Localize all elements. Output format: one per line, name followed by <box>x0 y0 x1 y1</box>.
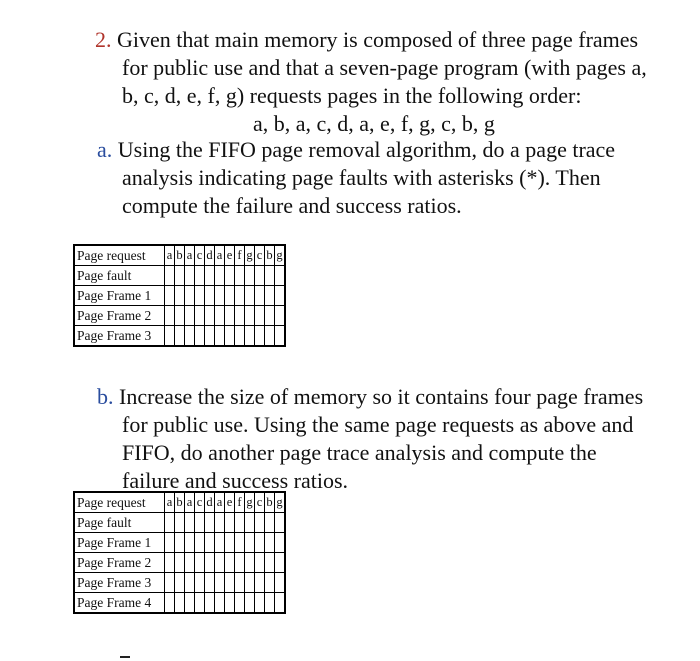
empty-cell <box>215 553 225 573</box>
question-2-line-1 <box>95 26 647 54</box>
part-a-text-1: Using the FIFO page removal algorithm, do a page trace <box>117 137 616 162</box>
question-2-line-2: for public use and that a seven-page program (with pages a, <box>122 55 647 80</box>
empty-cell <box>255 286 265 306</box>
empty-cell <box>185 553 195 573</box>
empty-cell <box>175 573 185 593</box>
empty-cell <box>195 266 205 286</box>
empty-cell <box>185 306 195 326</box>
empty-cell <box>225 286 235 306</box>
empty-cell <box>195 286 205 306</box>
page-request-cell: g <box>245 493 255 513</box>
row-label: Page Frame 1 <box>75 533 165 553</box>
empty-cell <box>255 593 265 613</box>
part-b-line-3: FIFO, do another page trace analysis and compute the <box>122 440 597 465</box>
row-label: Page fault <box>75 266 165 286</box>
empty-cell <box>185 286 195 306</box>
row-label: Page Frame 1 <box>75 286 165 306</box>
question-2 <box>95 26 647 138</box>
page-request-cell: e <box>225 246 235 266</box>
empty-cell <box>165 326 175 346</box>
page-request-sequence: a, b, a, c, d, a, e, f, g, c, b, g <box>253 111 495 136</box>
page-request-cell: c <box>195 246 205 266</box>
page-trace-table-b <box>74 492 285 613</box>
empty-cell <box>205 593 215 613</box>
empty-cell <box>195 513 205 533</box>
empty-cell <box>235 533 245 553</box>
page-request-cell: a <box>215 246 225 266</box>
empty-cell <box>175 533 185 553</box>
page-request-cell: g <box>275 246 285 266</box>
empty-cell <box>255 306 265 326</box>
empty-cell <box>245 553 255 573</box>
empty-cell <box>165 513 175 533</box>
table-row <box>75 573 285 593</box>
cut-off-mark <box>120 656 130 658</box>
empty-cell <box>275 533 285 553</box>
empty-cell <box>275 286 285 306</box>
empty-cell <box>215 286 225 306</box>
empty-cell <box>225 326 235 346</box>
empty-cell <box>265 306 275 326</box>
question-number: 2. <box>95 27 112 52</box>
page-request-cell: f <box>235 493 245 513</box>
part-a-line-2: analysis indicating page faults with asterisks (*). Then <box>122 165 601 190</box>
empty-cell <box>195 593 205 613</box>
empty-cell <box>215 533 225 553</box>
row-label: Page Frame 4 <box>75 593 165 613</box>
empty-cell <box>205 326 215 346</box>
empty-cell <box>275 553 285 573</box>
empty-cell <box>265 513 275 533</box>
empty-cell <box>245 306 255 326</box>
empty-cell <box>215 573 225 593</box>
empty-cell <box>265 533 275 553</box>
table-header-row <box>75 246 285 266</box>
empty-cell <box>165 533 175 553</box>
empty-cell <box>265 553 275 573</box>
empty-cell <box>235 593 245 613</box>
table-row <box>75 326 285 346</box>
page-request-cell: c <box>195 493 205 513</box>
empty-cell <box>205 553 215 573</box>
empty-cell <box>205 533 215 553</box>
table-row <box>75 513 285 533</box>
empty-cell <box>165 553 175 573</box>
row-label: Page Frame 3 <box>75 573 165 593</box>
empty-cell <box>275 593 285 613</box>
row-label: Page Frame 3 <box>75 326 165 346</box>
empty-cell <box>205 266 215 286</box>
empty-cell <box>175 326 185 346</box>
empty-cell <box>275 513 285 533</box>
question-2-text-1: Given that main memory is composed of three page frames <box>117 27 639 52</box>
empty-cell <box>235 573 245 593</box>
page-request-cell: g <box>275 493 285 513</box>
empty-cell <box>265 286 275 306</box>
empty-cell <box>195 326 205 346</box>
part-a <box>97 136 615 220</box>
row-label: Page fault <box>75 513 165 533</box>
row-label: Page Frame 2 <box>75 553 165 573</box>
table-row <box>75 593 285 613</box>
row-label: Page Frame 2 <box>75 306 165 326</box>
empty-cell <box>185 326 195 346</box>
page-request-cell: d <box>205 493 215 513</box>
page-trace-table-a <box>74 245 285 346</box>
page-request-cell: a <box>185 246 195 266</box>
page-request-cell: g <box>245 246 255 266</box>
empty-cell <box>225 553 235 573</box>
table-row <box>75 266 285 286</box>
empty-cell <box>255 326 265 346</box>
empty-cell <box>195 306 205 326</box>
empty-cell <box>175 306 185 326</box>
empty-cell <box>245 326 255 346</box>
page-request-cell: a <box>165 246 175 266</box>
empty-cell <box>175 513 185 533</box>
part-a-letter: a. <box>97 137 113 162</box>
empty-cell <box>265 573 275 593</box>
empty-cell <box>175 553 185 573</box>
empty-cell <box>185 573 195 593</box>
empty-cell <box>235 553 245 573</box>
empty-cell <box>275 266 285 286</box>
empty-cell <box>175 286 185 306</box>
empty-cell <box>245 533 255 553</box>
table-row <box>75 306 285 326</box>
part-b-line-2: for public use. Using the same page requests as above and <box>122 412 634 437</box>
empty-cell <box>235 513 245 533</box>
empty-cell <box>185 593 195 613</box>
part-b <box>97 383 643 495</box>
empty-cell <box>195 553 205 573</box>
empty-cell <box>165 306 175 326</box>
empty-cell <box>225 593 235 613</box>
empty-cell <box>205 513 215 533</box>
empty-cell <box>205 573 215 593</box>
empty-cell <box>225 573 235 593</box>
empty-cell <box>215 266 225 286</box>
empty-cell <box>255 513 265 533</box>
part-b-line-4: failure and success ratios. <box>122 468 349 493</box>
empty-cell <box>185 533 195 553</box>
empty-cell <box>275 306 285 326</box>
empty-cell <box>235 266 245 286</box>
table-header-row <box>75 493 285 513</box>
empty-cell <box>245 513 255 533</box>
page-request-cell: b <box>175 493 185 513</box>
empty-cell <box>185 266 195 286</box>
empty-cell <box>175 266 185 286</box>
empty-cell <box>205 286 215 306</box>
empty-cell <box>275 573 285 593</box>
page-request-cell: c <box>255 246 265 266</box>
part-b-letter: b. <box>97 384 114 409</box>
empty-cell <box>245 573 255 593</box>
table-row <box>75 553 285 573</box>
part-b-line-1 <box>97 383 643 411</box>
empty-cell <box>265 593 275 613</box>
empty-cell <box>215 593 225 613</box>
page-request-cell: b <box>265 493 275 513</box>
question-2-line-3: b, c, d, e, f, g) requests pages in the following order: <box>122 83 582 108</box>
table-row <box>75 286 285 306</box>
empty-cell <box>255 573 265 593</box>
empty-cell <box>235 306 245 326</box>
empty-cell <box>225 513 235 533</box>
page-request-cell: e <box>225 493 235 513</box>
empty-cell <box>225 306 235 326</box>
empty-cell <box>165 286 175 306</box>
empty-cell <box>165 266 175 286</box>
page-request-cell: b <box>175 246 185 266</box>
empty-cell <box>245 286 255 306</box>
empty-cell <box>195 573 205 593</box>
empty-cell <box>245 593 255 613</box>
row-label: Page request <box>75 493 165 513</box>
empty-cell <box>265 326 275 346</box>
table-row <box>75 533 285 553</box>
empty-cell <box>195 533 205 553</box>
empty-cell <box>255 553 265 573</box>
empty-cell <box>165 593 175 613</box>
empty-cell <box>215 326 225 346</box>
empty-cell <box>275 326 285 346</box>
empty-cell <box>175 593 185 613</box>
empty-cell <box>185 513 195 533</box>
empty-cell <box>215 306 225 326</box>
part-a-line-3: compute the failure and success ratios. <box>122 193 462 218</box>
empty-cell <box>225 533 235 553</box>
page-request-cell: d <box>205 246 215 266</box>
row-label: Page request <box>75 246 165 266</box>
empty-cell <box>215 513 225 533</box>
empty-cell <box>265 266 275 286</box>
empty-cell <box>245 266 255 286</box>
page-request-cell: b <box>265 246 275 266</box>
empty-cell <box>255 266 265 286</box>
page-request-cell: c <box>255 493 265 513</box>
page-request-cell: a <box>185 493 195 513</box>
part-a-line-1 <box>97 136 615 164</box>
empty-cell <box>235 286 245 306</box>
empty-cell <box>165 573 175 593</box>
empty-cell <box>205 306 215 326</box>
page-request-cell: a <box>215 493 225 513</box>
empty-cell <box>255 533 265 553</box>
part-b-text-1: Increase the size of memory so it contains four page frames <box>119 384 644 409</box>
page-request-cell: a <box>165 493 175 513</box>
empty-cell <box>235 326 245 346</box>
page-request-cell: f <box>235 246 245 266</box>
empty-cell <box>225 266 235 286</box>
